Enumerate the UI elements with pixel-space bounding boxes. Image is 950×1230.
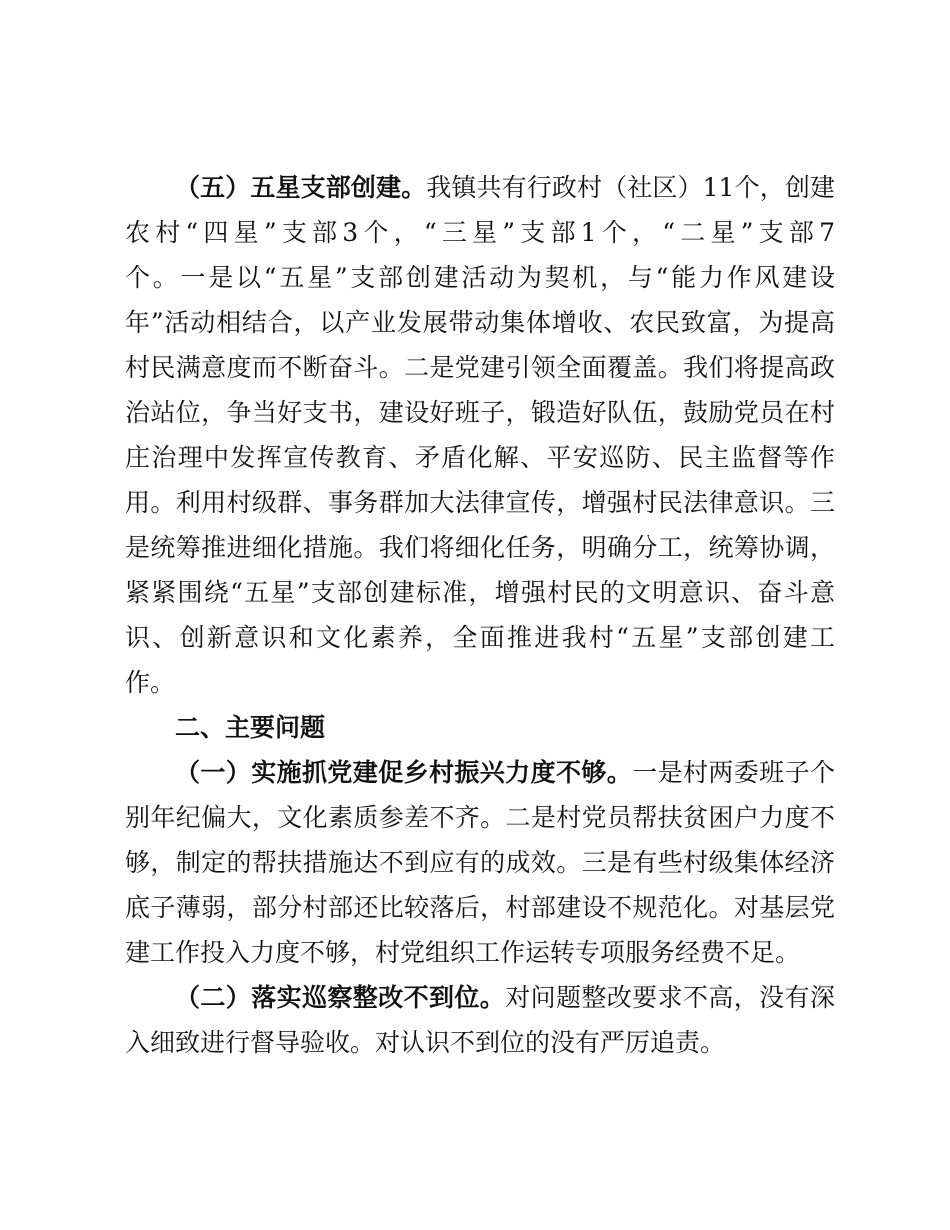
problem-1-line-4: 底子薄弱，部分村部还比较落后，村部建设不规范化。对基层党 — [125, 893, 835, 922]
section-5-line-4: 年”活动相结合，以产业发展带动集体增收、农民致富，为提高 — [125, 308, 835, 337]
section-5-line-10: 紧紧围绕“五星”支部创建标准，增强村民的文明意识、奋斗意 — [125, 578, 835, 607]
section-5-line-9: 是统筹推进细化措施。我们将细化任务，明确分工，统筹协调， — [125, 533, 835, 562]
section-5-line-5: 村民满意度而不断奋斗。二是党建引领全面覆盖。我们将提高政 — [125, 353, 835, 382]
section-5-line-7: 庄治理中发挥宣传教育、矛盾化解、平安巡防、民主监督等作 — [125, 443, 835, 472]
problem-1-title: （一）实施抓党建促乡村振兴力度不够。 — [175, 758, 633, 787]
problem-2-line-2: 入细致进行督导验收。对认识不到位的没有严厉追责。 — [125, 1028, 726, 1057]
section-5-line-11: 识、创新意识和文化素养，全面推进我村“五星”支部创建工 — [125, 623, 835, 652]
section-5-line-2: 农村“四星”支部3个，“三星”支部1个，“二星”支部7 — [125, 218, 835, 247]
problem-1-line-5: 建工作投入力度不够，村党组织工作运转专项服务经费不足。 — [125, 938, 801, 967]
problem-1-line-3: 够，制定的帮扶措施达不到应有的成效。三是有些村级集体经济 — [125, 848, 835, 877]
section-5-line-6: 治站位，争当好支书，建设好班子，锻造好队伍，鼓励党员在村 — [125, 398, 835, 427]
problem-1-line-1 — [175, 753, 835, 793]
problem-2-line-1-text: 对问题整改要求不高，没有深 — [505, 983, 835, 1012]
problem-1-line-2: 别年纪偏大，文化素质参差不齐。二是村党员帮扶贫困户力度不 — [125, 803, 835, 832]
section-5-title: （五）五星支部创建。 — [175, 173, 427, 202]
problem-1-line-1-text: 一是村两委班子个 — [632, 758, 835, 787]
problem-2-title: （二）落实巡察整改不到位。 — [175, 983, 506, 1012]
section-5-line-1 — [175, 168, 835, 208]
section-heading-main-problems: 二、主要问题 — [175, 713, 326, 742]
section-5-line-12: 作。 — [125, 668, 176, 697]
section-5-line-3: 个。一是以“五星”支部创建活动为契机，与“能力作风建设 — [125, 263, 835, 292]
problem-2-line-1 — [175, 978, 835, 1018]
section-5-line-1-text: 我镇共有行政村（社区）11个，创建 — [426, 173, 835, 202]
section-5-line-8: 用。利用村级群、事务群加大法律宣传，增强村民法律意识。三 — [125, 488, 835, 517]
